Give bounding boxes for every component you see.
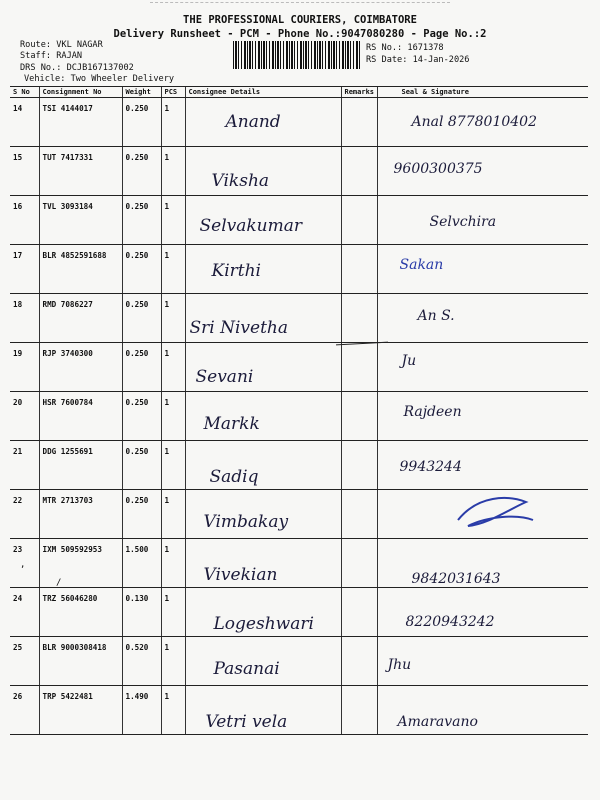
table-row — [10, 98, 588, 147]
row-remarks — [341, 441, 377, 490]
row-consignment-no: TSI 4144017 — [39, 98, 122, 147]
row-consignee-cell — [185, 392, 341, 441]
row-pcs: 1 — [161, 343, 185, 392]
row-consignment-no: DDG 1255691 — [39, 441, 122, 490]
row-remarks — [341, 490, 377, 539]
seal-signature: Jhu — [387, 657, 412, 673]
barcode-image — [233, 41, 361, 69]
row-pcs: 1 — [161, 147, 185, 196]
row-pcs: 1 — [161, 245, 185, 294]
table-row — [10, 490, 588, 539]
staff-label: Staff: RAJAN — [20, 51, 83, 61]
row-weight: 0.250 — [122, 196, 161, 245]
table-row — [10, 245, 588, 294]
row-remarks — [341, 147, 377, 196]
seal-signature: An S. — [417, 308, 455, 324]
consignee-signature: Vimbakay — [203, 512, 289, 532]
row-pcs: 1 — [161, 441, 185, 490]
row-sno: 23 — [10, 539, 39, 588]
margin-mark: , — [20, 560, 26, 570]
seal-signature: 9600300375 — [393, 161, 483, 177]
consignee-signature: Vivekian — [203, 565, 278, 585]
col-header-remarks: Remarks — [341, 87, 377, 98]
row-weight: 0.250 — [122, 147, 161, 196]
row-sno: 18 — [10, 294, 39, 343]
seal-signature: 8220943242 — [405, 614, 495, 630]
row-seal-cell — [377, 490, 588, 539]
consignee-signature: Markk — [203, 414, 260, 434]
col-header-consignee: Consignee Details — [185, 87, 341, 98]
row-pcs: 1 — [161, 196, 185, 245]
row-consignment-no: RJP 3740300 — [39, 343, 122, 392]
row-seal-cell — [377, 588, 588, 637]
row-consignment-no: BLR 9000308418 — [39, 637, 122, 686]
table-header-row — [10, 87, 588, 98]
vehicle-label: Vehicle: Two Wheeler Delivery — [24, 74, 175, 84]
row-consignment-no: RMD 7086227 — [39, 294, 122, 343]
consignee-signature: Vetri vela — [205, 712, 288, 732]
row-weight: 0.250 — [122, 294, 161, 343]
consignee-signature: Kirthi — [211, 261, 261, 281]
consignee-signature: Selvakumar — [199, 216, 303, 236]
table-row — [10, 196, 588, 245]
row-remarks — [341, 98, 377, 147]
table-row — [10, 343, 588, 392]
row-consignee-cell — [185, 98, 341, 147]
top-edge-mark — [150, 2, 450, 6]
col-header-seal: Seal & Signature — [377, 87, 588, 98]
row-seal-cell — [377, 539, 588, 588]
row-pcs: 1 — [161, 392, 185, 441]
row-sno: 14 — [10, 98, 39, 147]
row-consignee-cell — [185, 245, 341, 294]
row-consignment-no: HSR 7600784 — [39, 392, 122, 441]
row-pcs: 1 — [161, 294, 185, 343]
table-row — [10, 441, 588, 490]
row-remarks — [341, 588, 377, 637]
row-sno: 22 — [10, 490, 39, 539]
row-seal-cell — [377, 294, 588, 343]
row-consignment-no: TVL 3093184 — [39, 196, 122, 245]
row-seal-cell — [377, 147, 588, 196]
row-sno: 15 — [10, 147, 39, 196]
row-sno: 25 — [10, 637, 39, 686]
drs-number: DRS No.: DCJB167137002 — [20, 63, 134, 73]
row-consignment-no: MTR 2713703 — [39, 490, 122, 539]
row-sno: 26 — [10, 686, 39, 735]
row-remarks — [341, 686, 377, 735]
seal-signature: Ju — [401, 353, 417, 369]
rs-number: RS No.: 1671378 — [366, 43, 444, 53]
row-sno: 20 — [10, 392, 39, 441]
row-seal-cell — [377, 392, 588, 441]
col-header-weight: Weight — [122, 87, 161, 98]
row-sno: 16 — [10, 196, 39, 245]
row-weight: 1.500 — [122, 539, 161, 588]
row-weight: 0.250 — [122, 245, 161, 294]
row-remarks — [341, 539, 377, 588]
row-consignee-cell — [185, 147, 341, 196]
row-seal-cell — [377, 245, 588, 294]
rs-date: RS Date: 14-Jan-2026 — [366, 55, 470, 65]
row-remarks — [341, 392, 377, 441]
row-sno: 24 — [10, 588, 39, 637]
col-header-sno: S No — [10, 87, 39, 98]
seal-signature: Selvchira — [429, 214, 497, 230]
row-consignee-cell — [185, 490, 341, 539]
row-seal-cell — [377, 637, 588, 686]
consignee-signature: Sri Nivetha — [189, 318, 289, 338]
row-weight: 0.250 — [122, 98, 161, 147]
consignee-signature: Sadiq — [209, 467, 259, 487]
consignee-signature: Anand — [225, 112, 281, 132]
row-weight: 1.490 — [122, 686, 161, 735]
row-consignment-no: IXM 509592953 — [39, 539, 122, 588]
row-consignee-cell — [185, 441, 341, 490]
row-consignment-no: TUT 7417331 — [39, 147, 122, 196]
row-consignee-cell — [185, 539, 341, 588]
row-sno: 17 — [10, 245, 39, 294]
row-pcs: 1 — [161, 98, 185, 147]
route-label: Route: VKL NAGAR — [20, 40, 103, 50]
seal-signature: Amaravano — [397, 714, 478, 730]
row-pcs: 1 — [161, 490, 185, 539]
margin-mark: / — [56, 578, 62, 588]
row-consignment-no: TRZ 56046280 — [39, 588, 122, 637]
row-seal-cell — [377, 98, 588, 147]
table-row — [10, 392, 588, 441]
table-row — [10, 147, 588, 196]
col-header-consignment: Consignment No — [39, 87, 122, 98]
row-weight: 0.250 — [122, 490, 161, 539]
row-weight: 0.130 — [122, 588, 161, 637]
row-weight: 0.250 — [122, 392, 161, 441]
row-sno: 21 — [10, 441, 39, 490]
row-seal-cell — [377, 343, 588, 392]
row-consignment-no: TRP 5422481 — [39, 686, 122, 735]
seal-signature: Rajdeen — [403, 404, 462, 420]
table-row — [10, 539, 588, 588]
seal-signature: Sakan — [399, 257, 444, 273]
row-consignee-cell — [185, 686, 341, 735]
runsheet-table — [10, 86, 588, 735]
consignee-signature: Sevani — [195, 367, 254, 387]
row-consignee-cell — [185, 196, 341, 245]
row-consignee-cell — [185, 588, 341, 637]
row-remarks — [341, 294, 377, 343]
blue-scribble-signature — [448, 490, 538, 532]
consignee-signature: Pasanai — [213, 659, 280, 679]
runsheet-subtitle: Delivery Runsheet - PCM - Phone No.:9047080280 - Page No.:2 — [113, 28, 487, 40]
table-row — [10, 588, 588, 637]
table-row — [10, 637, 588, 686]
seal-signature: 9842031643 — [411, 571, 501, 587]
consignee-signature: Logeshwari — [213, 614, 314, 634]
row-weight: 0.250 — [122, 441, 161, 490]
row-pcs: 1 — [161, 637, 185, 686]
row-seal-cell — [377, 441, 588, 490]
row-weight: 0.520 — [122, 637, 161, 686]
row-weight: 0.250 — [122, 343, 161, 392]
row-sno: 19 — [10, 343, 39, 392]
row-remarks — [341, 245, 377, 294]
row-consignee-cell — [185, 343, 341, 392]
col-header-pcs: PCS — [161, 87, 185, 98]
seal-signature: 9943244 — [399, 459, 462, 475]
seal-signature: Anal 8778010402 — [411, 114, 537, 130]
company-title: THE PROFESSIONAL COURIERS, COIMBATORE — [183, 14, 417, 26]
table-row — [10, 294, 588, 343]
row-seal-cell — [377, 196, 588, 245]
row-remarks — [341, 196, 377, 245]
row-pcs: 1 — [161, 588, 185, 637]
table-row — [10, 686, 588, 735]
row-consignee-cell — [185, 637, 341, 686]
row-consignment-no: BLR 4852591688 — [39, 245, 122, 294]
row-remarks — [341, 343, 377, 392]
consignee-signature: Viksha — [211, 171, 270, 191]
row-seal-cell — [377, 686, 588, 735]
row-pcs: 1 — [161, 539, 185, 588]
row-consignee-cell — [185, 294, 341, 343]
row-remarks — [341, 637, 377, 686]
row-pcs: 1 — [161, 686, 185, 735]
